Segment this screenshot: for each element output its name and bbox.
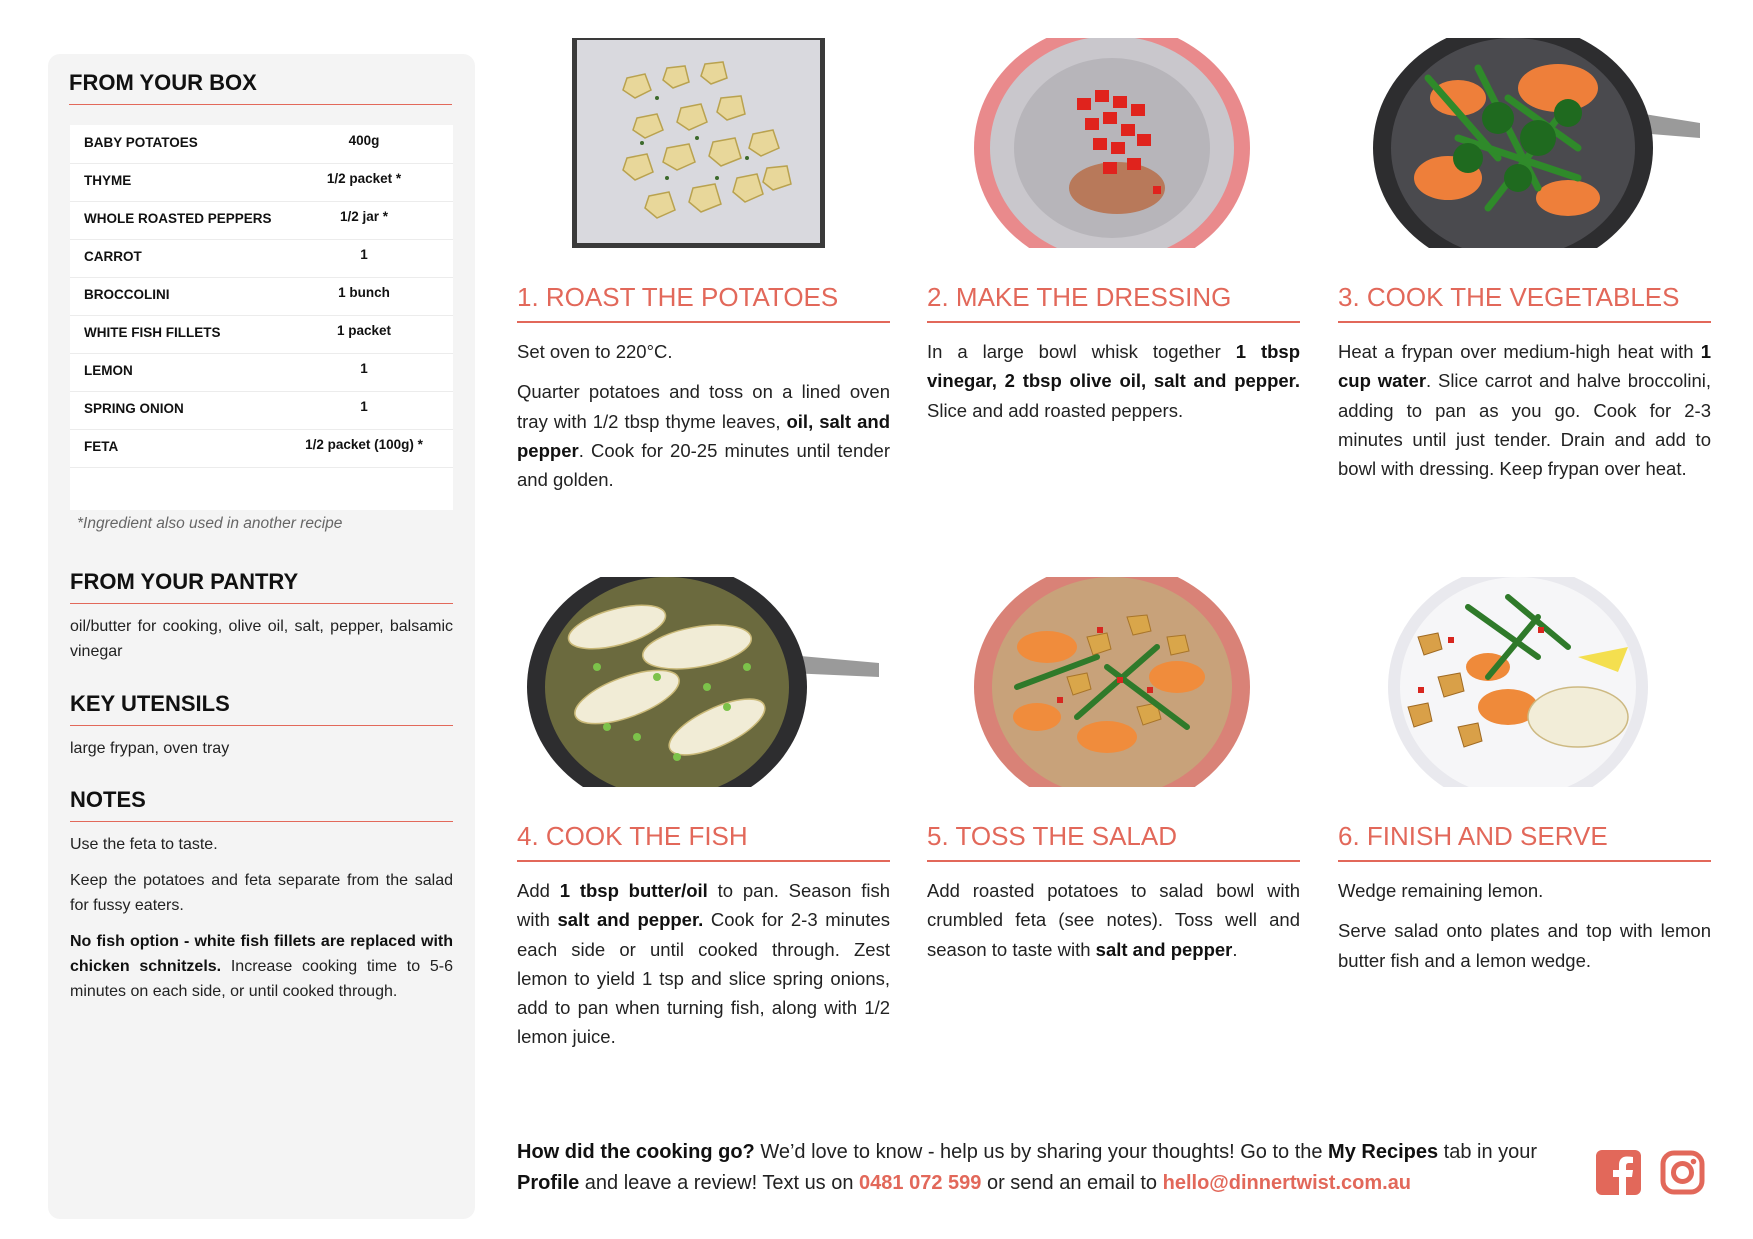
potatoes-tray-photo: [517, 38, 890, 248]
note-1: Use the feta to taste.: [70, 836, 218, 853]
ingredient-name: FETA: [84, 439, 119, 454]
ingredient-qty: 1: [360, 399, 368, 414]
email-link[interactable]: hello@dinnertwist.com.au: [1162, 1172, 1412, 1194]
step-6-title: 6. FINISH AND SERVE: [1338, 821, 1608, 851]
text-run: In a large bowl whisk together: [927, 341, 1236, 362]
divider: [1338, 860, 1711, 862]
text-run: tab in your: [1438, 1141, 1538, 1163]
text-run: Quarter potatoes and toss on a lined oven tray with 1/2 tbsp thyme leaves,: [517, 381, 890, 432]
text-run: Cook for 2-3 minutes each side or until cooked through. Zest lemon to yield 1 tsp and slice spring onions, add to pan when turning fish, along with 1/2 lemon juice.: [517, 909, 890, 1048]
text-run: We’d love to know - help us by sharing your thoughts! Go to the: [754, 1141, 1329, 1163]
note-3: [70, 929, 453, 1004]
step-5-para-1: [927, 876, 1300, 964]
step-4-para-1: [517, 876, 890, 1052]
step-6-text: [1338, 876, 1711, 986]
pantry-title: FROM YOUR PANTRY: [70, 569, 299, 594]
ingredient-qty: 1/2 packet *: [326, 171, 402, 186]
notes-text: [70, 832, 453, 1015]
step-1-title: 1. ROAST THE POTATOES: [517, 282, 839, 312]
ingredient-qty: 1 bunch: [338, 285, 390, 300]
salad-bowl-photo: [927, 577, 1300, 787]
dressing-bowl-photo: [927, 38, 1300, 248]
ingredient-footnote: *Ingredient also used in another recipe: [77, 515, 343, 532]
fish-pan-photo: [517, 577, 890, 787]
ingredient-qty: 400g: [348, 133, 380, 148]
text-bold: 1 tbsp butter/oil: [559, 880, 708, 901]
ingredient-row: [70, 429, 453, 468]
pantry-text: oil/butter for cooking, olive oil, salt, pepper, balsamic vinegar: [70, 618, 453, 660]
step-2-text: [927, 337, 1300, 436]
text-bold: oil, salt and pepper: [517, 410, 890, 461]
ingredient-name: BROCCOLINI: [84, 287, 170, 302]
note-2: Keep the potatoes and feta separate from the salad for fussy eaters.: [70, 872, 453, 914]
divider: [70, 821, 453, 822]
from-your-box-title: FROM YOUR BOX: [69, 70, 257, 95]
text-bold: salt and pepper.: [557, 909, 704, 931]
facebook-icon[interactable]: [1596, 1150, 1641, 1195]
step-5-text: [927, 876, 1300, 975]
ingredient-qty: 1/2 jar *: [339, 209, 389, 224]
utensils-text: large frypan, oven tray: [70, 740, 230, 757]
text-run: Add roasted potatoes to salad bowl with crumbled feta (see notes). Toss well and season to taste with: [927, 880, 1300, 960]
step-4-title: 4. COOK THE FISH: [517, 821, 748, 851]
note-3-rest: Increase cooking time to 5-6 minutes on each side, or until cooked through.: [70, 958, 453, 1000]
step-5-title: 5. TOSS THE SALAD: [927, 821, 1177, 851]
text-bold: 1 tbsp vinegar, 2 tbsp olive oil, salt and pepper.: [927, 341, 1301, 392]
step-3-text: [1338, 337, 1711, 494]
phone-link[interactable]: 0481 072 599: [859, 1172, 982, 1194]
divider: [70, 603, 453, 604]
step-6-para-2: Serve salad onto plates and top with lemon butter fish and a lemon wedge.: [1338, 920, 1711, 971]
ingredient-qty: 1/2 packet (100g) *: [305, 437, 423, 452]
feedback-footer: [517, 1137, 1577, 1199]
ingredient-table: [70, 125, 453, 510]
step-1-text: [517, 337, 890, 505]
divider: [517, 321, 890, 323]
divider: [70, 725, 453, 726]
text-run: or send an email to: [981, 1172, 1163, 1194]
profile-link[interactable]: Profile: [517, 1172, 580, 1194]
note-3-bold: No fish option - white fish fillets are replaced with chicken schnitzels.: [70, 933, 453, 975]
step-1-para-1: Set oven to 220°C.: [517, 341, 673, 362]
ingredient-name: LEMON: [84, 363, 133, 378]
ingredient-name: CARROT: [84, 249, 142, 264]
text-run: Heat a frypan over medium-high heat with: [1338, 341, 1701, 362]
ingredient-name: WHOLE ROASTED PEPPERS: [84, 211, 272, 226]
ingredient-row: [70, 201, 453, 240]
text-bold: salt and pepper: [1095, 938, 1233, 960]
step-4-text: [517, 876, 890, 1063]
ingredient-qty: 1 packet: [336, 323, 392, 338]
text-run: . Slice carrot and halve broccolini, adding to pan as you go. Cook for 2-3 minutes until just tender. Drain and add to bowl with dressing. Keep frypan over heat.: [1338, 370, 1711, 480]
divider: [517, 860, 890, 862]
notes-title: NOTES: [70, 787, 146, 812]
divider: [1338, 321, 1711, 323]
text-run: to pan. Season fish with: [517, 880, 891, 931]
ingredients-sidebar: [48, 54, 475, 1219]
step-2-title: 2. MAKE THE DRESSING: [927, 282, 1232, 312]
text-run: Slice and add roasted peppers.: [927, 399, 1184, 421]
footer-question: How did the cooking go?: [517, 1141, 755, 1163]
ingredient-row: [70, 125, 453, 164]
step-6-para-1: Wedge remaining lemon.: [1338, 880, 1544, 901]
text-run: .: [1232, 938, 1238, 960]
vegetables-pan-photo: [1338, 38, 1711, 248]
text-run: . Cook for 20-25 minutes until tender and golden.: [517, 439, 890, 491]
divider: [69, 104, 452, 105]
served-plate-photo: [1338, 577, 1711, 787]
ingredient-row: [70, 391, 453, 430]
utensils-title: KEY UTENSILS: [70, 691, 230, 716]
ingredient-name: BABY POTATOES: [84, 135, 198, 150]
step-1-para-2: [517, 377, 890, 494]
divider: [927, 860, 1300, 862]
ingredient-name: THYME: [84, 173, 132, 188]
instagram-icon[interactable]: [1660, 1150, 1705, 1195]
ingredient-row: [70, 277, 453, 316]
text-bold: 1 cup water: [1338, 341, 1711, 392]
step-2-para-1: [927, 337, 1300, 425]
ingredient-row: [70, 353, 453, 392]
text-run: and leave a review! Text us on: [579, 1172, 860, 1194]
ingredient-name: WHITE FISH FILLETS: [84, 325, 221, 340]
my-recipes-link[interactable]: My Recipes: [1328, 1141, 1439, 1163]
ingredient-qty: 1: [360, 247, 368, 262]
step-3-para-1: [1338, 337, 1711, 483]
ingredient-name: SPRING ONION: [84, 401, 184, 416]
ingredient-row: [70, 163, 453, 202]
ingredient-row: [70, 239, 453, 278]
ingredient-qty: 1: [360, 361, 368, 376]
step-3-title: 3. COOK THE VEGETABLES: [1338, 282, 1680, 312]
divider: [927, 321, 1300, 323]
ingredient-row: [70, 315, 453, 354]
text-run: Add: [517, 880, 560, 901]
